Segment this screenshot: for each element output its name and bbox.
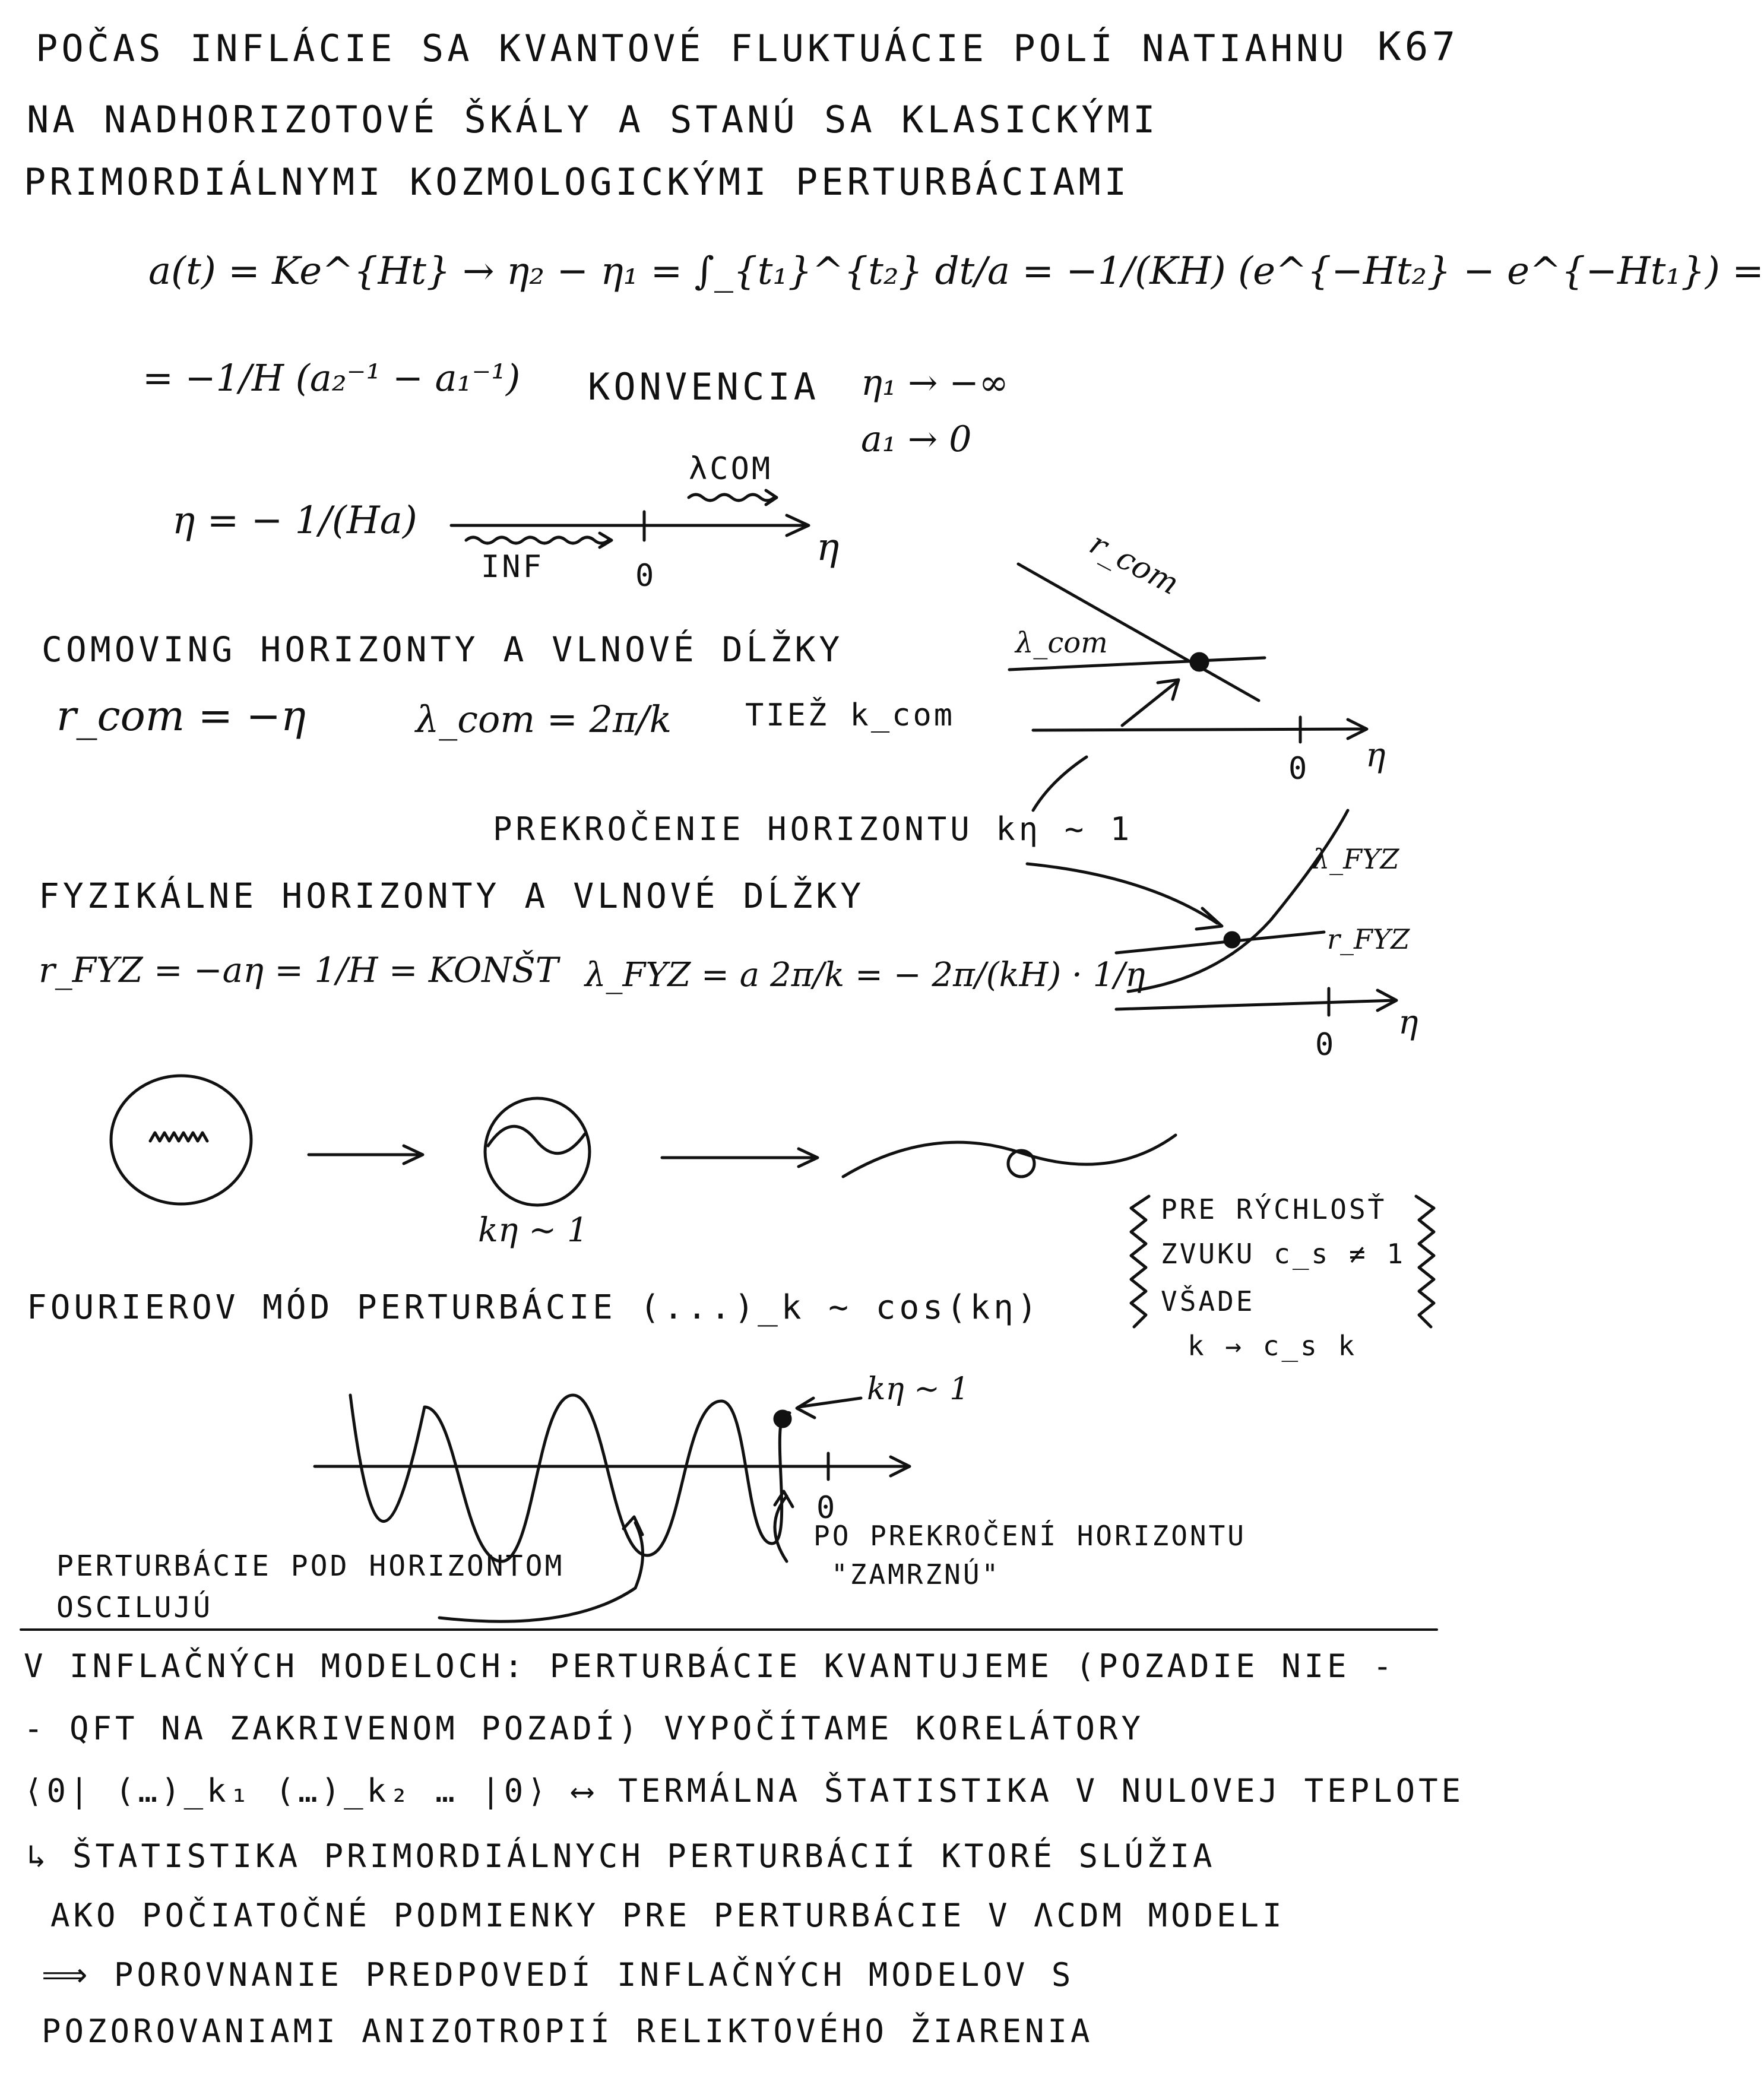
conclusion-line-6: ⟹ POROVNANIE PREDPOVEDÍ INFLAČNÝCH MODELOV S — [42, 1956, 1075, 1994]
intro-line-2: NA NADHORIZOTOVÉ ŠKÁLY A STANÚ SA KLASICKÝMI — [27, 98, 1159, 141]
comoving-wavenumber-note: TIEŽ k_com — [745, 698, 955, 733]
comoving-wavelength-equation: λ_com = 2π/k — [416, 698, 672, 741]
axis-zero-label: 0 — [635, 558, 657, 594]
page-id: K67 — [1377, 24, 1459, 69]
after-crossing-line-1: PO PREKROČENÍ HORIZONTU — [813, 1520, 1246, 1552]
below-horizon-line-2: OSCILUJÚ — [56, 1591, 213, 1624]
graph2-r-label: r_FYZ — [1327, 923, 1410, 955]
physical-radius-equation: r_FYZ = −aη = 1/H = KONŠT — [39, 950, 559, 990]
comoving-horizon-graph — [1009, 564, 1367, 810]
comoving-section-title: COMOVING HORIZONTY A VLNOVÉ DĹŽKY — [42, 629, 844, 670]
graph2-eta-label: η — [1398, 1003, 1418, 1042]
horizon-crossing-label: PREKROČENIE HORIZONTU kη ~ 1 — [493, 810, 1133, 848]
conclusion-line-4: ↳ ŠTATISTIKA PRIMORDIÁLNYCH PERTURBÁCIÍ KTORÉ SLÚŽIA — [27, 1837, 1216, 1875]
conformal-time-axis — [451, 490, 809, 547]
intro-line-3: PRIMORDIÁLNYMI KOZMOLOGICKÝMI PERTURBÁCIAMI — [24, 160, 1130, 204]
wave-crossing-label: kη ~ 1 — [867, 1371, 970, 1407]
convention-eta-limit: η₁ → −∞ — [861, 362, 1009, 404]
graph1-eta-label: η — [1366, 736, 1386, 775]
scale-factor-equation: a(t) = Ke^{Ht} → η₂ − η₁ = ∫_{t₁}^{t₂} dt/a = −1/(KH) (e^{−Ht₂} − e^{−Ht₁}) = — [148, 249, 1764, 293]
fourier-mode-label: FOURIEROV MÓD PERTURBÁCIE (...)_k ~ cos(kη) — [27, 1288, 1041, 1327]
graph1-r-com-label: r_com — [1084, 525, 1185, 603]
after-crossing-line-2: "ZAMRZNÚ" — [831, 1558, 1001, 1590]
intro-line-1: POČAS INFLÁCIE SA KVANTOVÉ FLUKTUÁCIE POLÍ NATIAHNU — [36, 27, 1348, 70]
axis-lambda-com-label: λCOM — [689, 451, 773, 487]
conclusion-line-3: ⟨0| (…)_k₁ (…)_k₂ … |0⟩ ⟷ TERMÁLNA ŠTATISTIKA V NULOVEJ TEPLOTE — [24, 1772, 1465, 1810]
sound-note-line-3: VŠADE — [1161, 1285, 1255, 1317]
convention-label: KONVENCIA — [588, 365, 819, 408]
physical-section-title: FYZIKÁLNE HORIZONTY A VLNOVÉ DĹŽKY — [39, 876, 865, 916]
crossing-arrow — [1027, 864, 1217, 923]
graph2-lambda-label: λ_FYZ — [1312, 843, 1399, 875]
note-bracket-right — [1416, 1196, 1434, 1327]
wave-zero-label: 0 — [816, 1490, 838, 1526]
conclusion-line-2: - QFT NA ZAKRIVENOM POZADÍ) VYPOČÍTAME KORELÁTORY — [24, 1710, 1145, 1747]
graph1-zero-label: 0 — [1288, 751, 1310, 787]
axis-inflation-label: INF — [481, 549, 544, 585]
below-horizon-line-1: PERTURBÁCIE POD HORIZONTOM — [56, 1549, 565, 1583]
conclusion-line-7: POZOROVANIAMI ANIZOTROPIÍ RELIKTOVÉHO ŽIARENIA — [42, 2013, 1094, 2050]
mode-crossing-label: kη ~ 1 — [478, 1211, 588, 1250]
convention-a-limit: a₁ → 0 — [861, 419, 972, 460]
physical-horizon-graph — [1116, 810, 1396, 1015]
conclusion-line-5: AKO POČIATOČNÉ PODMIENKY PRE PERTURBÁCIE V ΛCDM MODELI — [50, 1897, 1285, 1934]
comoving-radius-equation: r_com = −η — [56, 692, 306, 740]
sound-note-line-1: PRE RÝCHLOSŤ — [1161, 1193, 1387, 1225]
physical-wavelength-equation: λ_FYZ = a 2π/k = − 2π/(kH) · 1/η — [585, 956, 1145, 994]
sound-note-line-2: ZVUKU c_s ≠ 1 — [1161, 1238, 1406, 1270]
conformal-time-difference: = −1/H (a₂⁻¹ − a₁⁻¹) — [142, 356, 521, 400]
graph2-zero-label: 0 — [1315, 1027, 1337, 1063]
graph1-lambda-com-label: λ_com — [1015, 626, 1108, 660]
note-bracket-left — [1131, 1196, 1149, 1327]
axis-eta-label: η — [816, 525, 840, 569]
conclusion-line-1: V INFLAČNÝCH MODELOCH: PERTURBÁCIE KVANTUJEME (POZADIE NIE - — [24, 1647, 1396, 1685]
conformal-time-equation: η = − 1/(Ha) — [172, 499, 417, 543]
mode-evolution-sketch — [111, 1076, 1176, 1205]
sound-note-line-4: k → c_s k — [1187, 1330, 1357, 1362]
